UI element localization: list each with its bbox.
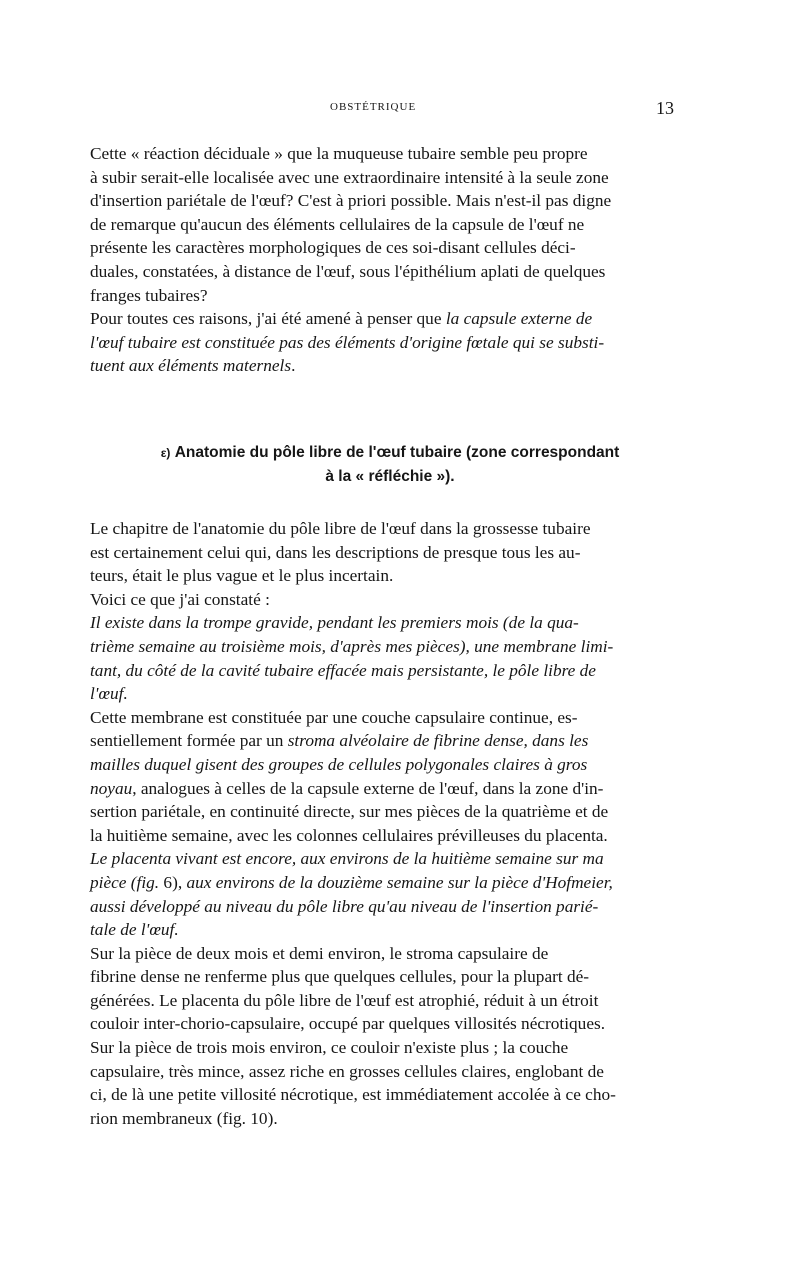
- italic-run: tuent aux éléments maternels: [90, 356, 292, 376]
- line: de remarque qu'aucun des éléments cellulaires de la capsule de l'œuf ne: [90, 214, 585, 234]
- italic-run: la capsule externe de: [445, 309, 593, 329]
- line: fibrine dense ne renferme plus que quelques cellules, pour la plupart dé-: [90, 967, 590, 987]
- section-heading: [90, 441, 690, 488]
- paragraph-deux-mois: [90, 942, 687, 1036]
- italic-line: aussi développé au niveau du pôle libre qu'au niveau de l'insertion parié-: [90, 896, 599, 916]
- line: trième semaine au troisième mois, d'après mes pièces), une membrane limi-: [90, 636, 614, 656]
- text-run: Pour toutes ces raisons, j'ai été amené à penser que: [90, 309, 446, 329]
- paragraph-trois-mois: [90, 1036, 687, 1130]
- paragraph-placenta: [90, 847, 687, 941]
- line: Voici ce que j'ai constaté :: [90, 589, 270, 609]
- line: la huitième semaine, avec les colonnes cellulaires prévilleuses du placenta.: [90, 825, 608, 845]
- text-run: , analogues à celles de la capsule externe de l'œuf, dans la zone d'in-: [132, 778, 604, 798]
- italic-run: aux environs de la douzième semaine sur la pièce d'Hofmeier,: [186, 872, 613, 892]
- line: sertion pariétale, en continuité directe, sur mes pièces de la quatrième et de: [90, 802, 609, 822]
- section-marker: ε): [160, 446, 171, 460]
- heading-line-1: Anatomie du pôle libre de l'œuf tubaire (zone correspondant: [170, 444, 620, 461]
- top-section: [90, 142, 687, 378]
- line: générées. Le placenta du pôle libre de l'œuf est atrophié, réduit à un étroit: [90, 990, 599, 1010]
- paragraph-constat: [90, 611, 687, 705]
- italic-run: pièce (: [90, 872, 137, 892]
- heading-line-2: à la « réfléchie »).: [325, 468, 455, 485]
- line: duales, constatées, à distance de l'œuf, sous l'épithélium aplati de quelques: [90, 261, 606, 281]
- paragraph-chapitre: [90, 517, 687, 588]
- paragraph-conclusion: [90, 307, 687, 378]
- paragraph-deciduale: [90, 142, 687, 307]
- italic-run: fig.: [136, 872, 160, 892]
- text-run: 6),: [159, 872, 187, 892]
- line: l'œuf.: [90, 684, 128, 704]
- line: Cette « réaction déciduale » que la muqueuse tubaire semble peu propre: [90, 144, 588, 163]
- paragraph-voici: [90, 588, 687, 612]
- line: d'insertion pariétale de l'œuf? C'est à priori possible. Mais n'est-il pas digne: [90, 191, 612, 211]
- italic-line: mailles duquel gisent des groupes de cellules polygonales claires à gros: [90, 754, 588, 774]
- running-head: OBSTÉTRIQUE: [330, 101, 417, 113]
- italic-line: Le placenta vivant est encore, aux environs de la huitième semaine sur ma: [90, 849, 604, 869]
- line: tant, du côté de la cavité tubaire effacée mais persistante, le pôle libre de: [90, 660, 596, 680]
- text-run: .: [291, 356, 296, 376]
- line: Le chapitre de l'anatomie du pôle libre de l'œuf dans la grossesse tubaire: [90, 519, 591, 538]
- line: couloir inter-chorio-capsulaire, occupé par quelques villosités nécrotiques.: [90, 1014, 606, 1034]
- text-run: sentiellement formée par un: [90, 731, 288, 751]
- line: ci, de là une petite villosité nécrotique, est immédiatement accolée à ce cho-: [90, 1085, 616, 1105]
- paragraph-membrane: [90, 706, 687, 848]
- italic-run: noyau: [90, 778, 133, 798]
- line: Sur la pièce de trois mois environ, ce couloir n'existe plus ; la couche: [90, 1038, 569, 1058]
- line: Cette membrane est constituée par une couche capsulaire continue, es-: [90, 707, 578, 727]
- line: rion membraneux (fig. 10).: [90, 1108, 278, 1128]
- italic-line: l'œuf tubaire est constituée pas des éléments d'origine fœtale qui se substi-: [90, 332, 605, 352]
- italic-line: tale de l'œuf.: [90, 920, 179, 940]
- page-number: 13: [656, 98, 674, 118]
- line: est certainement celui qui, dans les descriptions de presque tous les au-: [90, 542, 581, 562]
- line: teurs, était le plus vague et le plus incertain.: [90, 566, 394, 586]
- line: présente les caractères morphologiques de ces soi-disant cellules déci-: [90, 238, 576, 258]
- line: franges tubaires?: [90, 285, 208, 305]
- line: capsulaire, très mince, assez riche en grosses cellules claires, englobant de: [90, 1061, 604, 1081]
- line: Il existe dans la trompe gravide, pendant les premiers mois (de la qua-: [90, 613, 579, 633]
- italic-run: stroma alvéolaire de fibrine dense, dans les: [287, 731, 589, 751]
- line: Sur la pièce de deux mois et demi environ, le stroma capsulaire de: [90, 943, 549, 963]
- line: à subir serait-elle localisée avec une extraordinaire intensité à la seule zone: [90, 167, 609, 187]
- body-section: [90, 517, 687, 1130]
